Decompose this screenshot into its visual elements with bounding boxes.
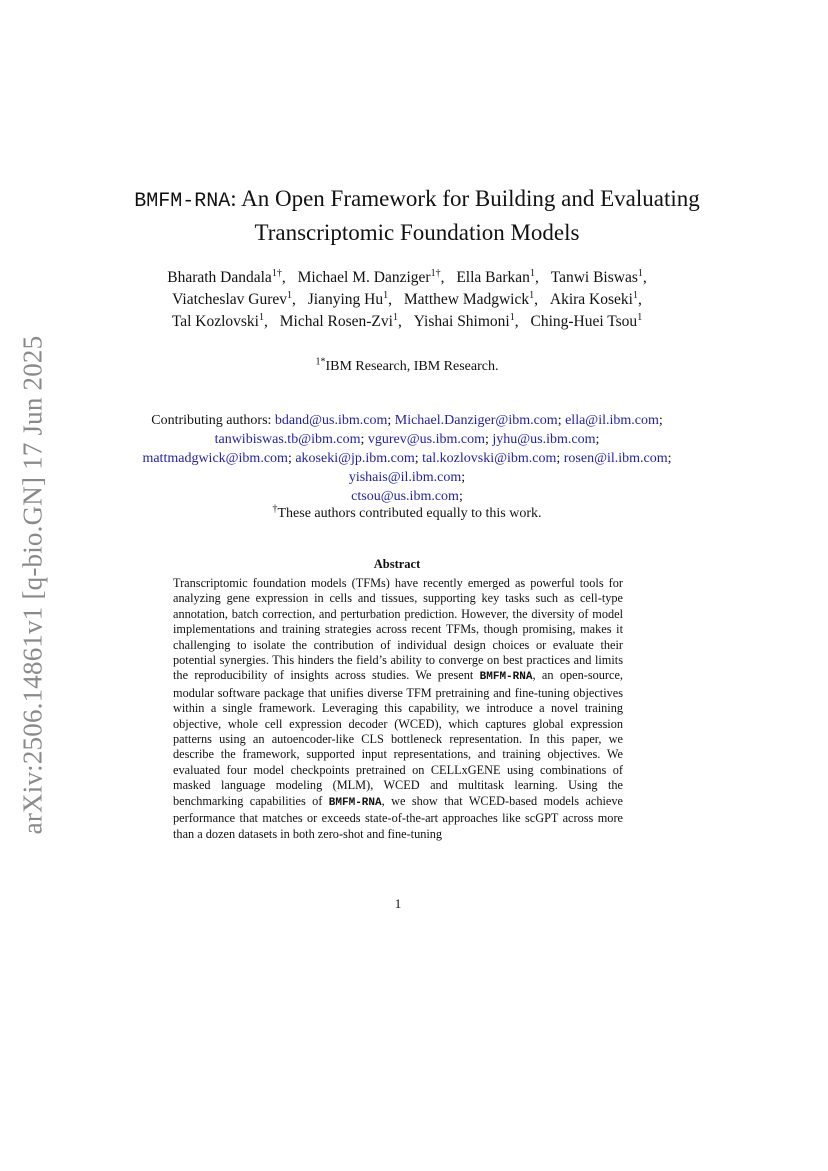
email-link[interactable]: mattmadgwick@ibm.com [142, 451, 288, 466]
email-link[interactable]: jyhu@us.ibm.com [492, 432, 596, 447]
author: Akira Koseki$^1$, [549, 289, 642, 308]
affiliation-marker: 1* [315, 356, 326, 368]
package-name: BMFM-RNA [479, 671, 533, 684]
equal-contribution-note [140, 503, 674, 522]
email-link[interactable]: rosen@il.ibm.com [563, 451, 668, 466]
title-package-name: BMFM-RNA [134, 190, 231, 213]
author: Yishai Shimoni$^1$, [413, 311, 519, 330]
page-number: 1 [394, 896, 402, 911]
author-list [140, 267, 674, 333]
email-link[interactable]: tanwibiswas.tb@ibm.com [214, 432, 361, 447]
affiliation-text: IBM Research, IBM Research. [325, 359, 499, 374]
equal-contribution-marker: † [272, 503, 278, 515]
author: Tal Kozlovski$^1$, [171, 311, 268, 330]
author: Ella Barkan$^1$, [456, 267, 539, 286]
email-link[interactable]: Michael.Danziger@ibm.com [394, 413, 558, 428]
abstract-body: Transcriptomic foundation models (TFMs) have recently emerged as powerful tools for analyzing gene expression in cells and tissues, supporting key tasks such as cell-type annotation, batch correction, and perturbation prediction. However, the diversity of model implementations and training strategies across recent TFMs, though promising, makes it challenging to isolate the contribution of individual design choices or evaluate their potential synergies. This hinders the field’s ability to converge on best practices and limits the reproducibility of insights across studies. We present BMFM-RNA, an open-source, modular software package that unifies diverse TFM pretraining and fine-tuning objectives within a single framework. Leveraging this capability, we introduce a novel training objective, whole cell expression decoder (WCED), which captures global expression patterns using an autoencoder-like CLS bottleneck representation. In this paper, we describe the framework, supported input representations, and training objectives. We evaluated four model checkpoints pretrained on CELLxGENE using combinations of masked language modeling (MLM), WCED and multitask learning. Using the benchmarking capabilities of BMFM-RNA, we show that WCED-based models achieve performance that matches or exceeds state-of-the-art approaches like scGPT across more than a dozen datasets in both zero-shot and fine-tuning [173, 576, 623, 841]
author: Matthew Madgwick$^1$, [403, 289, 538, 308]
affiliation [140, 356, 674, 375]
email-link[interactable]: ctsou@us.ibm.com [351, 489, 459, 504]
package-name: BMFM-RNA [328, 796, 382, 809]
email-link[interactable]: yishais@il.ibm.com [348, 470, 462, 485]
paper-title [120, 183, 714, 248]
author: Ching-Huei Tsou$^1$ [530, 311, 643, 330]
email-link[interactable]: bdand@us.ibm.com [274, 413, 388, 428]
email-link[interactable]: akoseki@jp.ibm.com [295, 451, 415, 466]
email-link[interactable]: tal.kozlovski@ibm.com [422, 451, 557, 466]
author: Tanwi Biswas$^1$, [550, 267, 647, 286]
arxiv-identifier [8, 325, 58, 845]
email-link[interactable]: ella@il.ibm.com [565, 413, 659, 428]
author: Viatcheslav Gurev$^1$, [172, 289, 296, 308]
arxiv-identifier-text: arXiv:2506.14861v1 [q-bio.GN] 17 Jun 2025 [17, 335, 48, 835]
abstract-heading: Abstract [373, 557, 421, 571]
author: Michael M. Danziger$^{1\dagger}$, [297, 267, 445, 286]
author: Jianying Hu$^1$, [307, 289, 392, 308]
title-text: : An Open Framework for Building and Evaluating Transcriptomic Foundation Models [230, 186, 700, 245]
contributing-authors: Contributing authors: bdand@us.ibm.com; Michael.Danziger@ibm.com; ella@il.ibm.com; tanwibiswas.tb@ibm.com; vgurev@us.ibm.com; jyhu@us.ibm.com; mattmadgwick@ibm.com; akoseki@jp.ibm.com; tal.kozlovski@ibm.com; rosen@il.ibm.com; yishais@il.ibm.com; ctsou@us.ibm.com; [142, 413, 672, 504]
equal-contribution-text: These authors contributed equally to this work. [277, 506, 542, 521]
author: Michal Rosen-Zvi$^1$, [279, 311, 402, 330]
contributing-label: Contributing authors: [151, 413, 272, 428]
author: Bharath Dandala$^{1\dagger}$, [167, 267, 286, 286]
email-link[interactable]: vgurev@us.ibm.com [367, 432, 485, 447]
